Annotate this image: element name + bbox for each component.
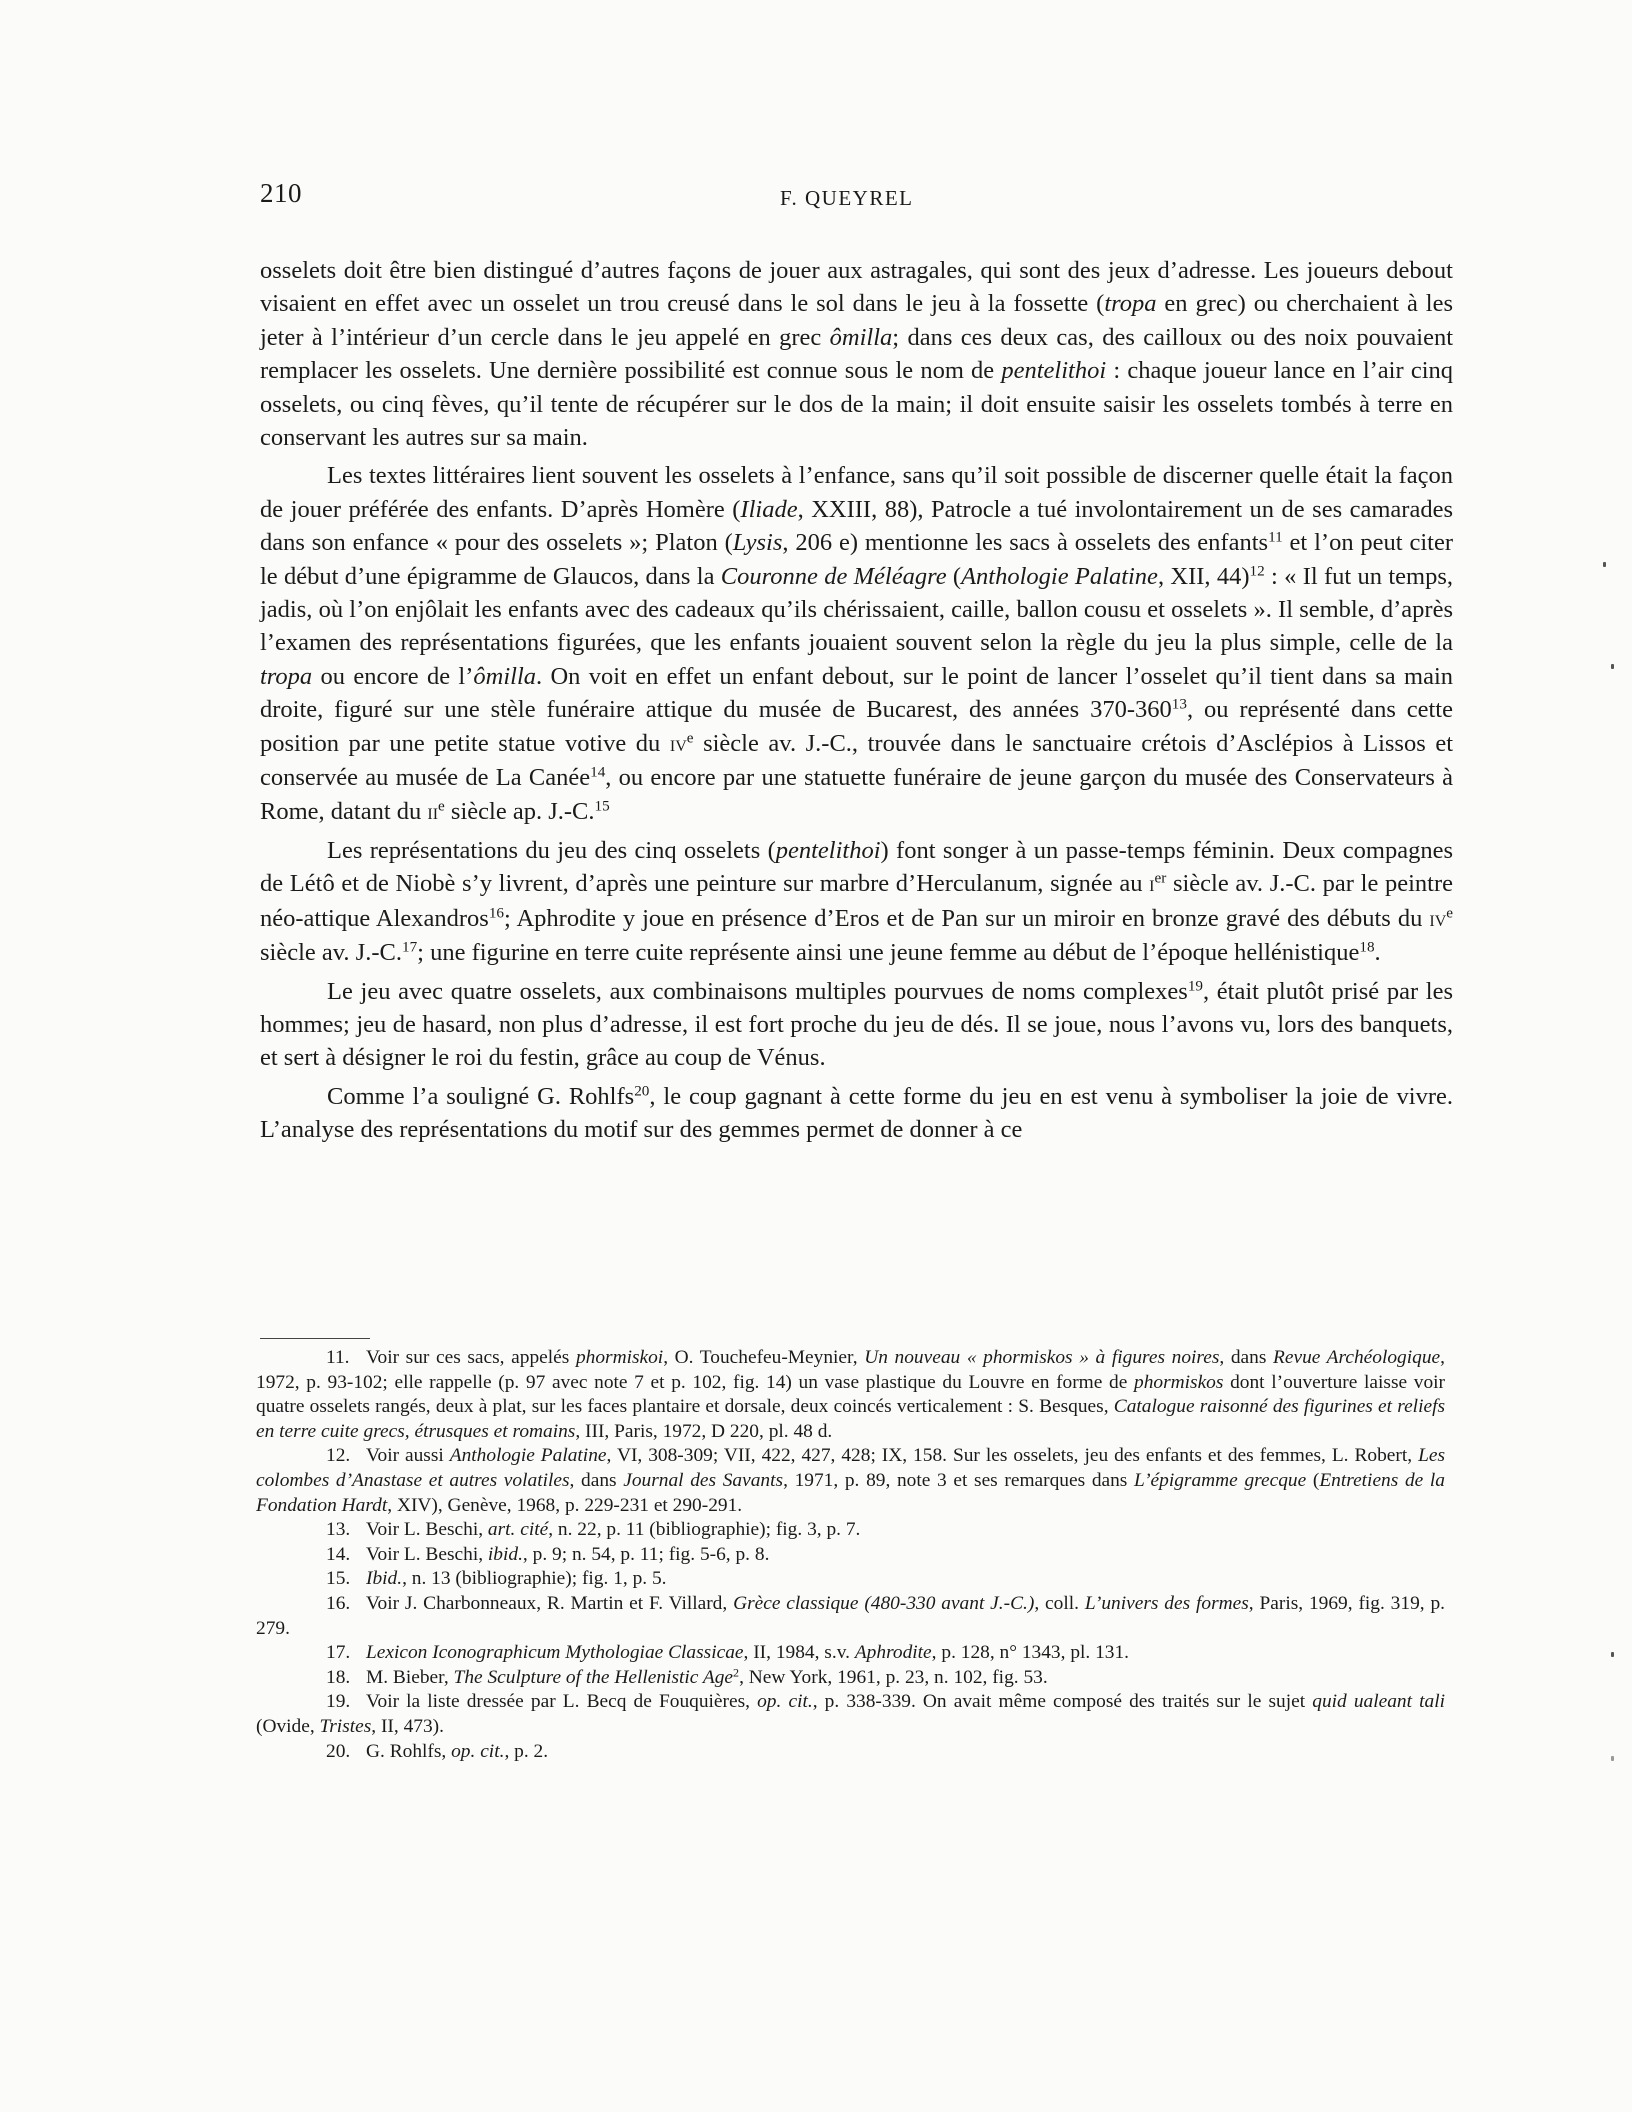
- footnote: [256, 1690, 1445, 1739]
- text-run: (: [946, 562, 962, 590]
- body-paragraph: [260, 975, 1453, 1075]
- italic-text: Tristes: [319, 1715, 372, 1737]
- italic-text: L’épigramme grecque: [1134, 1469, 1307, 1491]
- text-run: , p. 2.: [504, 1740, 549, 1762]
- text-run: Voir L. Beschi,: [366, 1519, 488, 1541]
- page-header: [260, 172, 1460, 212]
- footnote-number: 11.: [326, 1347, 350, 1368]
- text-run: Le jeu avec quatre osselets, aux combinaisons multiples pourvues de noms complexes: [327, 977, 1188, 1005]
- text-run: osselets doit être bien distingué d’autres façons de jouer aux astragales, qui sont des jeux d’adresse. Les joueurs debout visaient en effet avec un osselet un trou creusé dans le sol dans le jeu à la fossette (: [260, 257, 1453, 318]
- text-run: , II, 1984, s.v.: [743, 1642, 855, 1664]
- superscript: 12: [1249, 562, 1265, 580]
- roman-numeral: iv: [1429, 905, 1447, 932]
- text-run: , 206 e) mentionne les sacs à osselets des enfants: [782, 529, 1269, 557]
- superscript: 16: [488, 904, 505, 922]
- italic-text: Couronne de Méléagre: [720, 562, 947, 590]
- scan-speck: [1611, 664, 1614, 669]
- text-run: ; dans ces deux cas, des cailloux ou des noix pouvaient remplacer les osselets. Une dernière possibilité est connue sous le nom de: [260, 323, 1454, 385]
- italic-text: Journal des Savants: [623, 1469, 784, 1491]
- italic-text: tropa: [260, 662, 313, 690]
- text-run: , dans: [569, 1469, 624, 1491]
- body-paragraph: [260, 1080, 1453, 1147]
- text-run: ; Aphrodite y joue en présence d’Eros et de Pan sur un miroir en bronze gravé des débuts du: [504, 904, 1430, 932]
- text-run: , XIV), Genève, 1968, p. 229-231 et 290-291.: [387, 1494, 743, 1516]
- italic-text: Iliade: [740, 495, 798, 523]
- text-run: , III, Paris, 1972, D 220, pl. 48 d.: [575, 1420, 833, 1442]
- italic-text: Un nouveau « phormiskos » à figures noires: [864, 1347, 1220, 1368]
- text-run: , 1972, p. 93-102; elle rappelle (p. 97 avec note 7 et p. 102, fig. 14) un vase plastique du Louvre en forme de: [256, 1347, 1445, 1393]
- footnote: [256, 1543, 1445, 1568]
- footnote-number: 17.: [326, 1642, 351, 1664]
- scan-speck: [1611, 1652, 1614, 1657]
- superscript: 15: [594, 797, 610, 815]
- text-run: , ou représenté dans cette position par une petite statue votive du: [260, 696, 1453, 757]
- footnote-number: 13.: [326, 1519, 351, 1541]
- italic-text: ômilla: [473, 662, 537, 690]
- text-run: , 1971, p. 89, note 3 et ses remarques dans: [783, 1469, 1135, 1491]
- text-run: ) font songer à un passe-temps féminin. Deux compagnes de Létô et de Niobè s’y livrent, d’après une peinture sur marbre d’Herculanum, signée au: [260, 836, 1453, 898]
- text-run: Voir L. Beschi,: [366, 1543, 488, 1565]
- footnote-number: 14.: [326, 1543, 351, 1565]
- text-run: , p. 128, n° 1343, pl. 131.: [931, 1642, 1130, 1664]
- page-number: 210: [260, 178, 302, 208]
- text-run: , VI, 308-309; VII, 422, 427, 428; IX, 158. Sur les osselets, jeu des enfants et des femmes, L. Robert,: [606, 1445, 1419, 1467]
- superscript: 14: [590, 763, 606, 781]
- italic-text: Anthologie Palatine: [449, 1445, 607, 1467]
- italic-text: Anthologie Palatine: [961, 562, 1158, 590]
- italic-text: Ibid.: [366, 1568, 403, 1590]
- text-run: Les représentations du jeu des cinq osselets (: [327, 836, 776, 864]
- text-run: Voir aussi: [366, 1445, 450, 1467]
- text-run: , p. 9; n. 54, p. 11; fig. 5-6, p. 8.: [522, 1543, 770, 1565]
- italic-text: tropa: [1104, 290, 1157, 318]
- text-run: : « Il fut un temps, jadis, où l’on enjôlait les enfants avec des cadeaux qu’ils chérissaient, caille, ballon cousu et osselets ». Il semble, d’après l’examen des représentations figurées, que les enfants jouaient souvent selon la règle du jeu la plus simple, celle de la: [260, 562, 1453, 657]
- text-run: .: [1374, 939, 1381, 967]
- italic-text: ibid.: [487, 1543, 523, 1565]
- footnote: [256, 1518, 1445, 1543]
- text-run: , dans: [1219, 1347, 1274, 1368]
- footnote-number: 20.: [326, 1740, 351, 1762]
- italic-text: phormiskoi: [575, 1347, 664, 1368]
- text-run: , p. 338-339. On avait même composé des traités sur le sujet: [812, 1691, 1313, 1713]
- text-run: G. Rohlfs,: [366, 1740, 452, 1762]
- footnote-number: 15.: [326, 1568, 351, 1590]
- text-run: siècle av. J.-C. par le peintre néo-attique Alexandros: [260, 870, 1454, 932]
- footnote: [256, 1567, 1445, 1592]
- footnote: [256, 1346, 1445, 1444]
- scan-speck: [1611, 1756, 1614, 1761]
- running-head: F. QUEYREL: [780, 186, 914, 210]
- body-paragraph: [260, 459, 1453, 828]
- italic-text: Grèce classique (480-330 avant J.-C.): [733, 1592, 1035, 1614]
- superscript: 17: [401, 938, 418, 956]
- footnote: [256, 1592, 1445, 1641]
- main-text: [260, 254, 1453, 1152]
- italic-text: Catalogue raisonné des figurines et reliefs en terre cuite grecs, étrusques et romains: [256, 1396, 1445, 1442]
- text-run: siècle av. J.-C.: [260, 939, 402, 967]
- scan-speck: [1603, 562, 1606, 567]
- italic-text: art. cité: [487, 1519, 549, 1541]
- superscript: e: [438, 797, 445, 815]
- text-run: (Ovide,: [256, 1715, 320, 1737]
- superscript: 20: [634, 1082, 650, 1100]
- text-run: , n. 13 (bibliographie); fig. 1, p. 5.: [402, 1568, 667, 1590]
- body-paragraph: [260, 834, 1453, 970]
- text-run: siècle ap. J.-C.: [444, 797, 595, 825]
- footnote: [256, 1666, 1445, 1691]
- italic-text: quid ualeant tali: [1312, 1691, 1445, 1713]
- footnote-number: 18.: [326, 1666, 351, 1688]
- footnote-number: 12.: [326, 1445, 351, 1467]
- text-run: , Paris, 1969, fig. 319, p. 279.: [256, 1592, 1446, 1639]
- text-run: . On voit en effet un enfant debout, sur le point de lancer l’osselet qu’il tient dans sa main droite, figuré sur une stèle funéraire attique du musée de Bucarest, des années 370-360: [260, 662, 1454, 724]
- superscript: 2: [733, 1665, 740, 1680]
- text-run: (: [1306, 1469, 1320, 1491]
- text-run: siècle av. J.-C., trouvée dans le sanctuaire crétois d’Asclépios à Lissos et conservée au musée de La Canée: [260, 729, 1454, 792]
- text-run: , II, 473).: [371, 1715, 444, 1737]
- text-run: et l’on peut citer le début d’une épigramme de Glaucos, dans la: [260, 529, 1453, 590]
- body-paragraph: [260, 254, 1453, 454]
- italic-text: op. cit.: [451, 1740, 505, 1762]
- text-run: : chaque joueur lance en l’air cinq osselets, ou cinq fèves, qu’il tente de récupérer sur le dos de la main; il doit ensuite saisir les osselets tombés à terre en conservant les autres sur sa main.: [260, 357, 1454, 452]
- italic-text: Aphrodite: [854, 1642, 932, 1664]
- superscript: e: [686, 729, 694, 747]
- text-run: dont l’ouverture laisse voir quatre osselets rangés, deux à plat, sur les faces plantaire et dorsale, deux coincés verticalement : S. Besques,: [256, 1371, 1446, 1418]
- superscript: e: [1446, 904, 1453, 922]
- italic-text: Revue Archéologique: [1273, 1347, 1441, 1368]
- superscript: 18: [1359, 938, 1375, 956]
- footnote: [256, 1444, 1445, 1518]
- superscript: 13: [1171, 695, 1187, 713]
- text-run: , coll.: [1034, 1592, 1085, 1614]
- italic-text: pentelithoi: [775, 836, 881, 864]
- roman-numeral: iv: [669, 730, 687, 757]
- text-run: , XXIII, 88), Patrocle a tué involontairement un de ses camarades dans son enfance « pour des osselets »; Platon (: [260, 495, 1453, 557]
- italic-text: phormiskos: [1134, 1371, 1224, 1393]
- italic-text: The Sculpture of the Hellenistic Age: [453, 1666, 734, 1688]
- text-run: ; une figurine en terre cuite représente ainsi une jeune femme au début de l’époque hellénistique: [417, 939, 1360, 967]
- text-run: M. Bieber,: [366, 1666, 454, 1688]
- text-run: Voir la liste dressée par L. Becq de Fouquières,: [366, 1691, 758, 1713]
- text-run: , O. Touchefeu-Meynier,: [663, 1347, 865, 1368]
- roman-numeral: ii: [427, 798, 439, 825]
- italic-text: Les colombes d’Anastase et autres volatiles: [256, 1445, 1445, 1491]
- text-run: ou encore de l’: [312, 662, 474, 690]
- superscript: er: [1154, 869, 1167, 887]
- text-run: Voir J. Charbonneaux, R. Martin et F. Villard,: [366, 1592, 734, 1614]
- text-run: en grec) ou cherchaient à les jeter à l’intérieur d’un cercle dans le jeu appelé en grec: [260, 290, 1453, 351]
- footnotes: [256, 1346, 1445, 1764]
- italic-text: op. cit.: [757, 1691, 813, 1713]
- text-run: Comme l’a souligné G. Rohlfs: [327, 1082, 635, 1110]
- text-run: , XII, 44): [1157, 562, 1250, 590]
- italic-text: Entretiens de la Fondation Hardt: [256, 1469, 1446, 1516]
- text-run: Voir sur ces sacs, appelés: [366, 1347, 576, 1368]
- footnote-number: 16.: [326, 1592, 351, 1614]
- footnote: [256, 1740, 1445, 1765]
- text-run: , n. 22, p. 11 (bibliographie); fig. 3, p. 7.: [548, 1519, 861, 1541]
- roman-numeral: i: [1149, 871, 1155, 898]
- footnote-number: 19.: [326, 1691, 351, 1713]
- text-run: , ou encore par une statuette funéraire de jeune garçon du musée des Conservateurs à Rome, datant du: [260, 764, 1453, 825]
- text-run: , était plutôt prisé par les hommes; jeu de hasard, non plus d’adresse, il est fort proche du jeu de dés. Il se joue, nous l’avons vu, lors des banquets, et sert à désigner le roi du festin, grâce au coup de Vénus.: [260, 977, 1453, 1072]
- italic-text: L’univers des formes: [1084, 1592, 1249, 1614]
- italic-text: ômilla: [829, 323, 893, 351]
- footnote-separator: [260, 1338, 370, 1339]
- superscript: 11: [1268, 528, 1283, 546]
- text-run: , New York, 1961, p. 23, n. 102, fig. 53.: [739, 1666, 1048, 1688]
- italic-text: pentelithoi: [1001, 357, 1107, 385]
- italic-text: Lexicon Iconographicum Mythologiae Classicae: [366, 1642, 744, 1664]
- italic-text: Lysis: [732, 529, 783, 557]
- text-run: , le coup gagnant à cette forme du jeu en est venu à symboliser la joie de vivre. L’analyse des représentations du motif sur des gemmes permet de donner à ce: [260, 1082, 1453, 1144]
- text-run: Les textes littéraires lient souvent les osselets à l’enfance, sans qu’il soit possible de discerner quelle était la façon de jouer préférée des enfants. D’après Homère (: [260, 462, 1453, 523]
- superscript: 19: [1187, 977, 1203, 995]
- footnote: [256, 1641, 1445, 1666]
